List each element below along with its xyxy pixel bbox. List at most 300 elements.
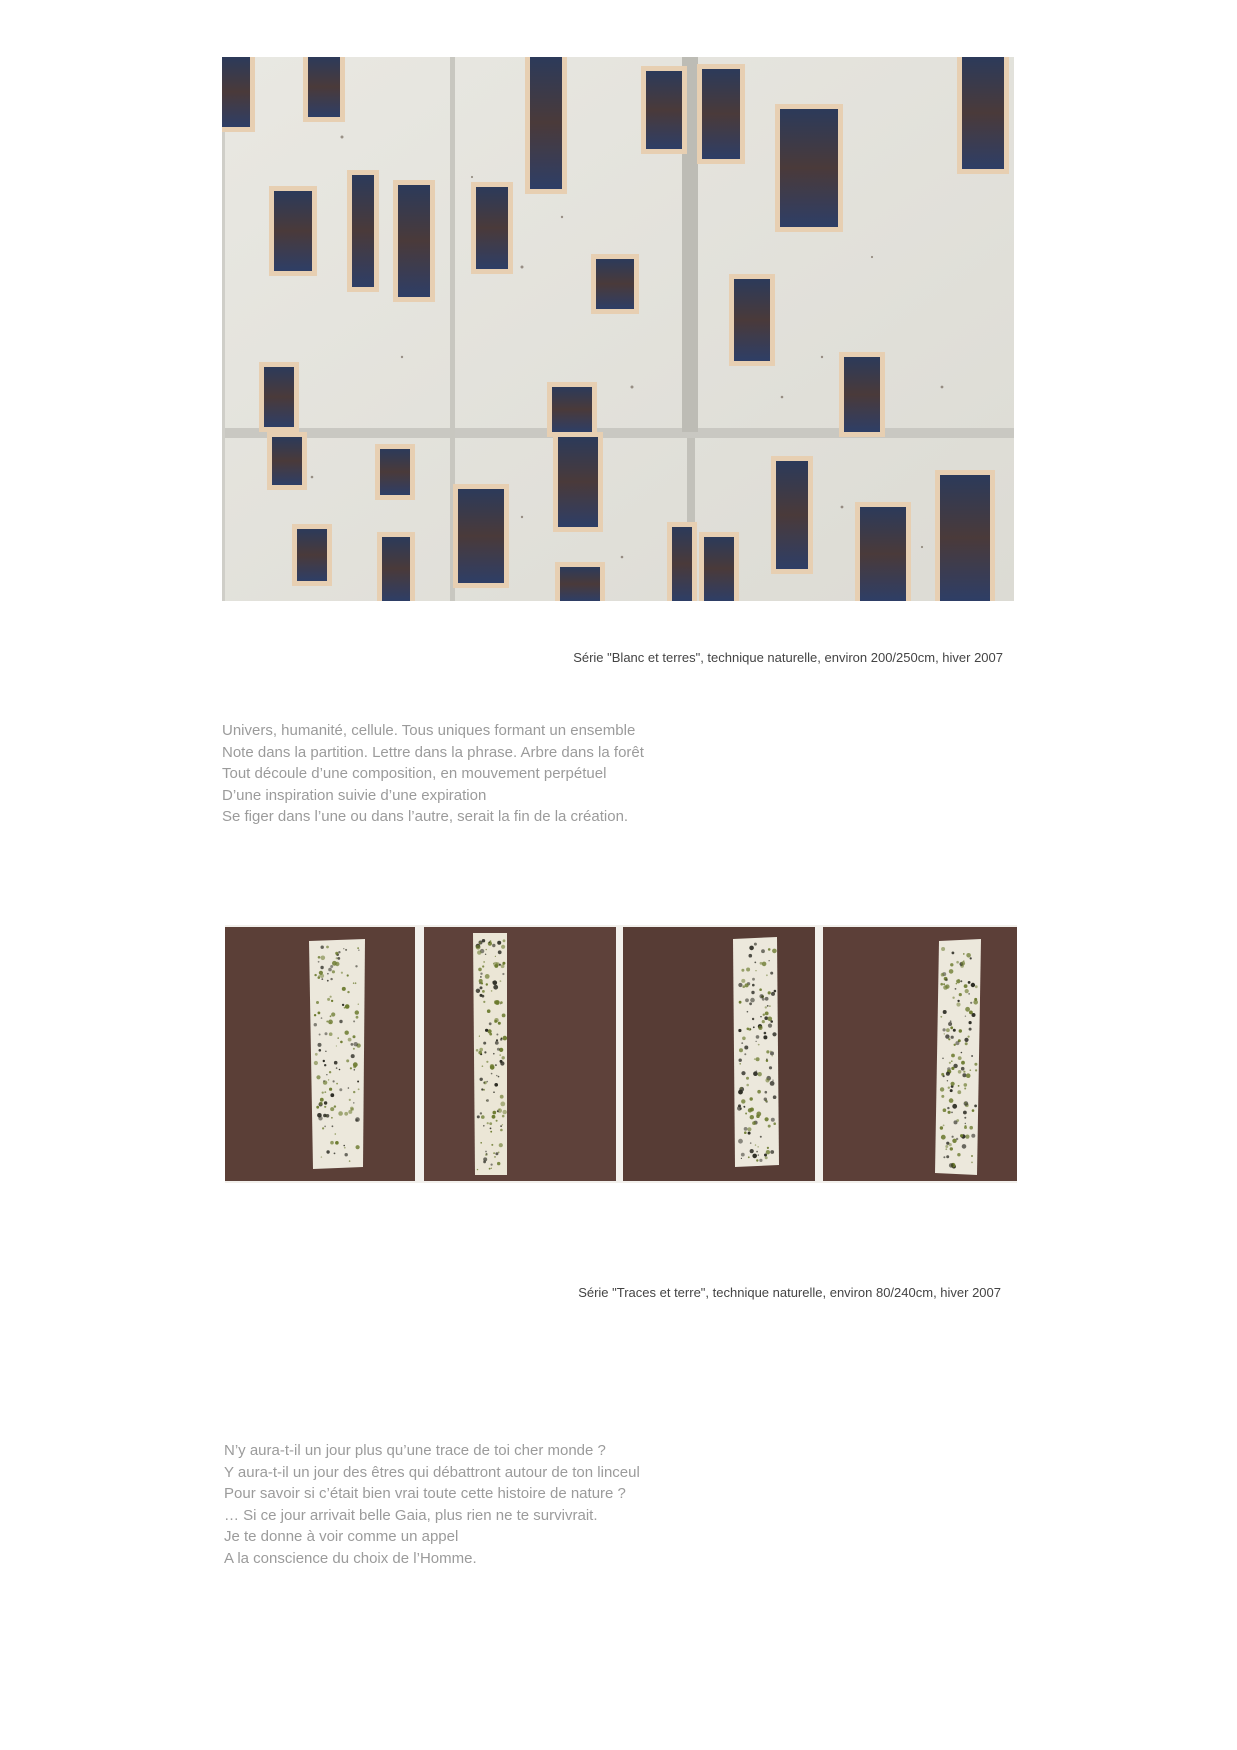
trace-mark bbox=[353, 1091, 355, 1093]
trace-mark bbox=[338, 951, 340, 953]
trace-mark bbox=[756, 1151, 758, 1153]
trace-mark bbox=[766, 1150, 770, 1154]
trace-mark bbox=[749, 946, 754, 951]
poem-line: Y aura-t-il un jour des êtres qui débattront autour de ton linceul bbox=[224, 1463, 640, 1481]
trace-mark bbox=[769, 960, 770, 961]
trace-mark bbox=[358, 1004, 359, 1005]
trace-mark bbox=[480, 1112, 482, 1114]
trace-mark bbox=[493, 985, 498, 990]
trace-mark bbox=[951, 1112, 953, 1114]
trace-mark bbox=[314, 1061, 318, 1065]
trace-mark bbox=[960, 1134, 963, 1137]
trace-mark bbox=[945, 1145, 948, 1148]
trace-mark bbox=[499, 1048, 503, 1052]
trace-mark bbox=[327, 973, 329, 975]
trace-mark bbox=[943, 1108, 947, 1112]
tile-earth-pigment bbox=[844, 357, 880, 432]
trace-mark bbox=[501, 964, 505, 968]
trace-mark bbox=[964, 1126, 967, 1129]
trace-mark bbox=[481, 1115, 485, 1119]
trace-mark bbox=[477, 1169, 478, 1170]
tile-earth-pigment bbox=[458, 489, 504, 583]
trace-mark bbox=[495, 1041, 499, 1045]
trace-mark bbox=[940, 1087, 944, 1091]
trace-mark bbox=[969, 1021, 972, 1024]
trace-mark bbox=[495, 956, 496, 957]
trace-mark bbox=[772, 949, 777, 954]
trace-mark bbox=[329, 1088, 332, 1091]
trace-mark bbox=[963, 960, 965, 962]
trace-mark bbox=[355, 1117, 360, 1122]
artwork-photo-blanc-et-terres bbox=[222, 57, 1014, 601]
trace-mark bbox=[490, 1128, 492, 1130]
trace-mark bbox=[486, 1099, 489, 1102]
trace-mark bbox=[500, 1038, 503, 1041]
trace-mark bbox=[950, 1026, 953, 1029]
trace-mark bbox=[943, 1125, 945, 1127]
trace-mark bbox=[742, 985, 745, 988]
trace-mark bbox=[347, 991, 349, 993]
trace-mark bbox=[482, 990, 485, 993]
trace-mark bbox=[766, 1050, 769, 1053]
trace-mark bbox=[765, 1117, 769, 1121]
trace-mark bbox=[502, 1124, 503, 1125]
trace-mark bbox=[489, 1168, 491, 1170]
trace-mark bbox=[748, 1108, 752, 1112]
trace-mark bbox=[969, 1126, 973, 1130]
trace-mark bbox=[772, 1080, 773, 1081]
poem-line: … Si ce jour arrivait belle Gaia, plus rien ne te survivrait. bbox=[224, 1506, 598, 1524]
trace-mark bbox=[483, 1161, 486, 1164]
trace-mark bbox=[479, 942, 481, 944]
trace-mark bbox=[949, 1062, 951, 1064]
trace-mark bbox=[500, 1125, 502, 1127]
trace-mark bbox=[758, 1154, 759, 1155]
trace-mark bbox=[476, 989, 480, 993]
trace-mark bbox=[334, 1153, 336, 1155]
trace-mark bbox=[971, 1162, 973, 1164]
trace-mark bbox=[325, 1032, 328, 1035]
trace-mark bbox=[756, 1159, 758, 1161]
trace-mark bbox=[949, 1143, 952, 1146]
trace-mark bbox=[971, 1155, 973, 1157]
trace-mark bbox=[500, 1060, 503, 1063]
trace-mark bbox=[741, 1099, 745, 1103]
tile-earth-pigment bbox=[476, 187, 508, 269]
trace-mark bbox=[957, 1090, 961, 1094]
trace-mark bbox=[353, 983, 354, 984]
trace-mark bbox=[324, 1101, 327, 1104]
trace-mark bbox=[339, 1069, 341, 1071]
trace-mark bbox=[344, 1112, 348, 1116]
tile-earth-pigment bbox=[860, 507, 906, 601]
trace-mark bbox=[493, 1111, 497, 1115]
trace-mark bbox=[502, 962, 505, 965]
trace-mark bbox=[968, 993, 969, 994]
trace-mark bbox=[759, 994, 763, 998]
trace-mark bbox=[761, 949, 765, 953]
trace-mark bbox=[969, 1028, 972, 1031]
trace-mark bbox=[341, 972, 343, 974]
trace-mark bbox=[959, 1029, 962, 1032]
trace-mark bbox=[744, 1053, 746, 1055]
trace-mark bbox=[758, 1044, 760, 1046]
trace-mark bbox=[752, 978, 755, 981]
trace-mark bbox=[332, 970, 335, 973]
trace-mark bbox=[483, 1082, 485, 1084]
trace-mark bbox=[321, 956, 326, 961]
trace-mark bbox=[502, 1056, 505, 1059]
trace-mark bbox=[956, 961, 959, 964]
trace-mark bbox=[331, 1000, 333, 1002]
trace-mark bbox=[742, 1037, 746, 1041]
trace-mark bbox=[330, 978, 332, 980]
trace-mark bbox=[498, 1152, 500, 1154]
trace-mark bbox=[334, 1061, 338, 1065]
trace-mark bbox=[964, 984, 968, 988]
trace-mark bbox=[741, 969, 744, 972]
trace-mark bbox=[318, 1043, 322, 1047]
tile-earth-pigment bbox=[380, 449, 410, 495]
trace-mark bbox=[739, 1001, 742, 1004]
trace-mark bbox=[491, 1168, 492, 1169]
trace-mark bbox=[765, 1006, 767, 1008]
trace-mark bbox=[491, 1073, 493, 1075]
trace-mark bbox=[747, 1011, 749, 1013]
trace-mark bbox=[750, 1142, 752, 1144]
trace-mark bbox=[745, 1113, 747, 1115]
poem-line: N’y aura-t-il un jour plus qu’une trace de toi cher monde ? bbox=[224, 1442, 606, 1459]
trace-mark bbox=[965, 1135, 969, 1139]
trace-mark bbox=[970, 1069, 972, 1071]
trace-mark bbox=[321, 1156, 322, 1157]
trace-mark bbox=[477, 1115, 480, 1118]
trace-mark bbox=[480, 976, 482, 978]
trace-mark bbox=[345, 1004, 350, 1009]
trace-mark bbox=[956, 1138, 958, 1140]
trace-mark bbox=[774, 990, 777, 993]
tile-earth-pigment bbox=[734, 279, 770, 361]
trace-mark bbox=[337, 1037, 339, 1039]
trace-mark bbox=[324, 1064, 326, 1066]
trace-mark bbox=[963, 1071, 965, 1073]
trace-mark bbox=[970, 957, 972, 959]
trace-mark bbox=[339, 1088, 342, 1091]
trace-mark bbox=[331, 1117, 333, 1119]
trace-mark bbox=[764, 1154, 767, 1157]
trace-mark bbox=[944, 1033, 945, 1034]
tile-earth-pigment bbox=[352, 175, 374, 287]
trace-mark bbox=[948, 1038, 950, 1040]
trace-mark bbox=[964, 1083, 968, 1087]
trace-mark bbox=[319, 1034, 321, 1036]
trace-mark bbox=[753, 1026, 755, 1028]
trace-mark bbox=[493, 1053, 495, 1055]
trace-mark bbox=[336, 1045, 337, 1046]
trace-mark bbox=[480, 973, 482, 975]
trace-mark bbox=[947, 1080, 948, 1081]
trace-mark bbox=[744, 1131, 747, 1134]
trace-mark bbox=[493, 1091, 495, 1093]
trace-mark bbox=[328, 1079, 329, 1080]
trace-mark bbox=[958, 1070, 962, 1074]
trace-mark bbox=[750, 1149, 754, 1153]
trace-mark bbox=[500, 1102, 505, 1107]
trace-mark bbox=[970, 1002, 972, 1004]
trace-mark bbox=[952, 1136, 954, 1138]
trace-mark bbox=[972, 1109, 975, 1112]
trace-mark bbox=[500, 1095, 504, 1099]
trace-mark bbox=[941, 1135, 946, 1140]
trace-mark bbox=[942, 1058, 944, 1060]
trace-mark bbox=[503, 1110, 507, 1114]
trace-mark bbox=[951, 1060, 953, 1062]
trace-mark bbox=[961, 1052, 963, 1054]
trace-mark bbox=[334, 1105, 336, 1107]
trace-mark bbox=[496, 1075, 497, 1076]
tile-earth-pigment bbox=[530, 57, 562, 189]
trace-mark bbox=[330, 1107, 334, 1111]
trace-mark bbox=[482, 939, 485, 942]
trace-mark bbox=[748, 1156, 750, 1158]
trace-mark bbox=[752, 984, 755, 987]
trace-mark bbox=[348, 1038, 352, 1042]
tile-earth-pigment bbox=[297, 529, 327, 581]
trace-mark bbox=[486, 949, 487, 950]
trace-mark bbox=[330, 965, 333, 968]
trace-mark bbox=[763, 1014, 765, 1016]
tile-earth-pigment bbox=[672, 527, 692, 601]
trace-mark bbox=[321, 946, 324, 949]
trace-mark bbox=[318, 976, 321, 979]
trace-mark bbox=[343, 1145, 345, 1147]
trace-mark bbox=[762, 1020, 765, 1023]
trace-mark bbox=[762, 962, 767, 967]
trace-mark bbox=[960, 980, 962, 982]
trace-mark bbox=[974, 1063, 977, 1066]
trace-mark bbox=[941, 973, 945, 977]
trace-mark bbox=[962, 1144, 967, 1149]
trace-mark bbox=[495, 1152, 498, 1155]
trace-mark bbox=[324, 1126, 326, 1128]
trace-mark bbox=[500, 1001, 503, 1004]
tile-earth-pigment bbox=[560, 567, 600, 601]
trace-mark bbox=[975, 985, 978, 988]
trace-mark bbox=[480, 1078, 483, 1081]
trace-mark bbox=[956, 983, 957, 984]
trace-mark bbox=[331, 1012, 335, 1016]
poem-line: A la conscience du choix de l’Homme. bbox=[224, 1549, 477, 1567]
trace-mark bbox=[323, 1114, 327, 1118]
trace-mark bbox=[345, 949, 347, 951]
trace-mark bbox=[956, 1002, 960, 1006]
trace-mark bbox=[330, 996, 332, 998]
trace-mark bbox=[318, 961, 320, 963]
trace-mark bbox=[327, 998, 330, 1001]
trace-mark bbox=[482, 965, 484, 967]
trace-mark bbox=[320, 966, 323, 969]
artwork-caption: Série "Blanc et terres", technique naturelle, environ 200/250cm, hiver 2007 bbox=[573, 650, 1003, 665]
trace-mark bbox=[752, 1018, 754, 1020]
trace-mark bbox=[345, 1031, 349, 1035]
trace-mark bbox=[969, 1011, 973, 1015]
trace-mark bbox=[755, 1144, 756, 1145]
trace-mark bbox=[770, 1051, 771, 1052]
trace-mark bbox=[769, 1005, 771, 1007]
trace-mark bbox=[499, 964, 501, 966]
trace-mark bbox=[769, 1066, 772, 1069]
trace-mark bbox=[765, 1012, 769, 1016]
trace-mark bbox=[741, 979, 745, 983]
trace-mark bbox=[766, 974, 768, 976]
trace-mark bbox=[354, 1069, 356, 1071]
trace-mark bbox=[501, 945, 505, 949]
trace-mark bbox=[743, 1106, 745, 1108]
trace-mark bbox=[485, 974, 490, 979]
trace-mark bbox=[492, 981, 493, 982]
trace-mark bbox=[351, 1054, 355, 1058]
trace-mark bbox=[484, 1051, 486, 1053]
trace-mark bbox=[961, 961, 965, 965]
trace-mark bbox=[485, 1029, 488, 1032]
trace-mark bbox=[324, 1106, 326, 1108]
trace-mark bbox=[770, 1051, 774, 1055]
trace-mark bbox=[751, 991, 754, 994]
trace-mark bbox=[755, 970, 756, 971]
trace-mark bbox=[964, 1101, 969, 1106]
trace-mark bbox=[773, 1122, 776, 1125]
trace-mark bbox=[499, 1109, 500, 1110]
artwork-photo-traces-et-terre bbox=[225, 925, 1017, 1183]
trace-mark bbox=[749, 954, 753, 958]
trace-mark bbox=[964, 1088, 966, 1090]
trace-mark bbox=[501, 1037, 502, 1038]
trace-mark bbox=[957, 1153, 960, 1156]
trace-mark bbox=[486, 1081, 488, 1083]
tile-earth-pigment bbox=[272, 437, 302, 485]
trace-mark bbox=[503, 1036, 508, 1041]
trace-mark bbox=[963, 953, 965, 955]
trace-mark bbox=[321, 978, 323, 980]
trace-mark bbox=[962, 1073, 966, 1077]
trace-mark bbox=[480, 986, 483, 989]
trace-mark bbox=[328, 1020, 333, 1025]
trace-mark bbox=[770, 1081, 775, 1086]
trace-mark bbox=[477, 950, 481, 954]
trace-mark bbox=[502, 1014, 506, 1018]
trace-mark bbox=[764, 1016, 768, 1020]
trace-mark bbox=[764, 1032, 767, 1035]
poem-line: Tout découle d’une composition, en mouvement perpétuel bbox=[222, 765, 607, 782]
trace-mark bbox=[482, 1065, 484, 1067]
tile-earth-pigment bbox=[776, 461, 808, 569]
poem-line: Note dans la partition. Lettre dans la phrase. Arbre dans la forêt bbox=[222, 743, 644, 761]
trace-mark bbox=[947, 1107, 949, 1109]
trace-mark bbox=[758, 1146, 759, 1147]
trace-mark bbox=[326, 1150, 329, 1153]
trace-mark bbox=[750, 1097, 753, 1100]
trace-mark bbox=[353, 1020, 355, 1022]
trace-mark bbox=[950, 1089, 953, 1092]
tile-earth-pigment bbox=[702, 69, 740, 159]
trace-mark bbox=[486, 983, 488, 985]
trace-mark bbox=[949, 1163, 954, 1168]
trace-mark bbox=[763, 1035, 767, 1039]
trace-mark bbox=[493, 962, 498, 967]
trace-mark bbox=[961, 1061, 965, 1065]
trace-mark bbox=[943, 1010, 947, 1014]
trace-mark bbox=[756, 1041, 757, 1042]
trace-mark bbox=[945, 984, 949, 988]
trace-mark bbox=[348, 1110, 352, 1114]
trace-mark bbox=[954, 1120, 958, 1124]
trace-mark bbox=[494, 1156, 496, 1158]
trace-mark bbox=[954, 1044, 956, 1046]
trace-mark bbox=[941, 947, 945, 951]
tile-earth-pigment bbox=[704, 537, 734, 601]
trace-mark bbox=[953, 1029, 956, 1032]
trace-mark bbox=[754, 962, 756, 964]
trace-mark bbox=[335, 1141, 339, 1145]
trace-mark bbox=[738, 1139, 743, 1144]
trace-mark bbox=[945, 1034, 949, 1038]
trace-mark bbox=[971, 1134, 975, 1138]
trace-mark bbox=[738, 983, 742, 987]
tile-earth-pigment bbox=[962, 57, 1004, 169]
trace-mark bbox=[739, 1048, 743, 1052]
trace-mark bbox=[497, 1110, 499, 1112]
tile-earth-pigment bbox=[780, 109, 838, 227]
trace-mark bbox=[314, 1023, 317, 1026]
trace-mark bbox=[494, 1083, 498, 1087]
poem-line: Pour savoir si c’était bien vrai toute cette histoire de nature ? bbox=[224, 1485, 626, 1502]
trace-mark bbox=[489, 1122, 492, 1125]
trace-mark bbox=[476, 1049, 479, 1052]
trace-mark bbox=[498, 1022, 501, 1025]
trace-mark bbox=[943, 983, 945, 985]
trace-mark bbox=[768, 991, 771, 994]
trace-mark bbox=[773, 1095, 777, 1099]
trace-mark bbox=[493, 980, 498, 985]
trace-mark bbox=[314, 1014, 316, 1016]
trace-mark bbox=[480, 1142, 482, 1144]
trace-mark bbox=[491, 1164, 493, 1166]
trace-mark bbox=[945, 979, 948, 982]
trace-mark bbox=[964, 1117, 966, 1119]
trace-mark bbox=[771, 992, 775, 996]
trace-mark bbox=[486, 1061, 488, 1063]
trace-mark bbox=[486, 1153, 487, 1154]
artwork-caption: Série "Traces et terre", technique naturelle, environ 80/240cm, hiver 2007 bbox=[578, 1285, 1001, 1300]
trace-mark bbox=[756, 1057, 760, 1061]
trace-mark bbox=[355, 965, 357, 967]
trace-mark bbox=[326, 1074, 327, 1075]
trace-mark bbox=[351, 1043, 354, 1046]
tile-earth-pigment bbox=[558, 437, 598, 527]
trace-mark bbox=[754, 943, 757, 946]
trace-mark bbox=[965, 1016, 966, 1017]
trace-mark bbox=[950, 1020, 952, 1022]
trace-mark bbox=[756, 1114, 760, 1118]
trace-mark bbox=[759, 988, 762, 991]
trace-mark bbox=[338, 1111, 343, 1116]
trace-mark bbox=[750, 998, 755, 1003]
trace-mark bbox=[319, 1049, 322, 1052]
trace-mark bbox=[748, 1132, 751, 1135]
trace-mark bbox=[335, 1133, 337, 1135]
trace-mark bbox=[950, 1147, 953, 1150]
trace-mark bbox=[965, 1007, 970, 1012]
